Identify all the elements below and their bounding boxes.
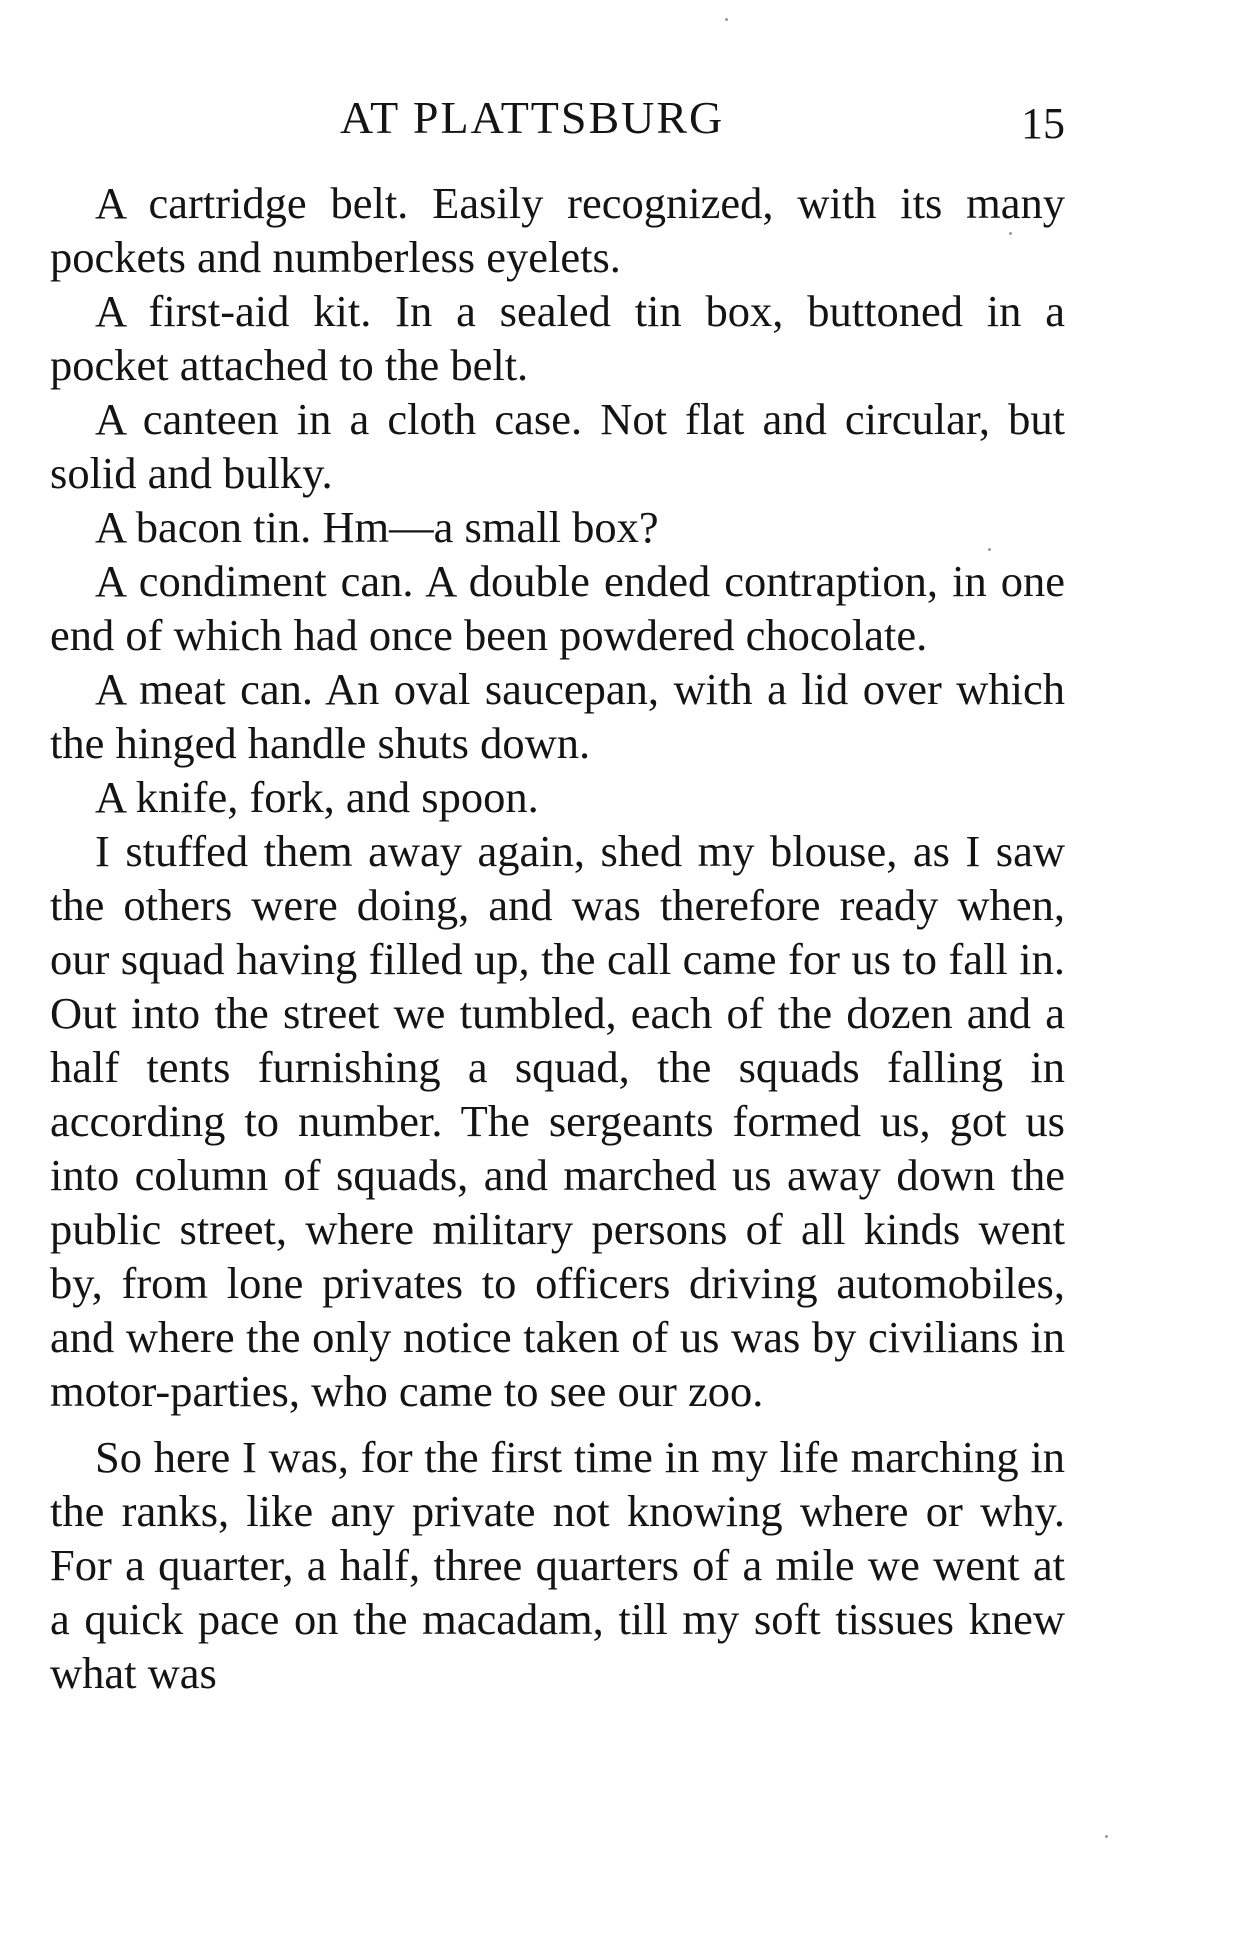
body-text bbox=[50, 176, 1065, 1700]
scan-speck bbox=[725, 18, 728, 21]
paragraph-meat-can: A meat can. An oval saucepan, with a lid over which the hinged handle shuts down. bbox=[50, 664, 1065, 768]
paragraph-bacon-tin: A bacon tin. Hm—a small box? bbox=[95, 502, 659, 552]
paragraph-first-aid-kit: A first-aid kit. In a sealed tin box, buttoned in a pocket attached to the belt. bbox=[50, 286, 1065, 390]
paragraph-marching: So here I was, for the first time in my life marching in the ranks, like any private not knowing where or why. For a quarter, a half, three quarters of a mile we went at a quick pace on the macadam, till my soft tissues knew what was bbox=[50, 1432, 1065, 1698]
paragraph-canteen: A canteen in a cloth case. Not flat and circular, but solid and bulky. bbox=[50, 394, 1065, 498]
scan-speck bbox=[1105, 1835, 1108, 1838]
paragraph-knife-fork-spoon: A knife, fork, and spoon. bbox=[95, 772, 539, 822]
paragraph-cartridge-belt: A cartridge belt. Easily recognized, with its many pockets and numberless eyelets. bbox=[50, 178, 1065, 282]
page-number: 15 bbox=[1021, 99, 1065, 148]
paragraph-condiment-can: A condiment can. A double ended contraption, in one end of which had once been powdered chocolate. bbox=[50, 556, 1065, 660]
scan-speck bbox=[988, 548, 991, 551]
running-head-title: AT PLATTSBURG bbox=[340, 92, 725, 143]
scan-speck bbox=[1009, 232, 1012, 235]
paragraph-fall-in: I stuffed them away again, shed my blouse, as I saw the others were doing, and was therefore ready when, our squad having filled up, the call came for us to fall in. Out into the street we tumbled, each of the dozen and a half tents furnishing a squad, the squads falling in according to number. The sergeants formed us, got us into column of squads, and marched us away down the public street, where military persons of all kinds went by, from lone privates to officers driving automobiles, and where the only notice taken of us was by civilians in motor-parties, who came to see our zoo. bbox=[50, 826, 1065, 1416]
running-head bbox=[50, 88, 1065, 148]
